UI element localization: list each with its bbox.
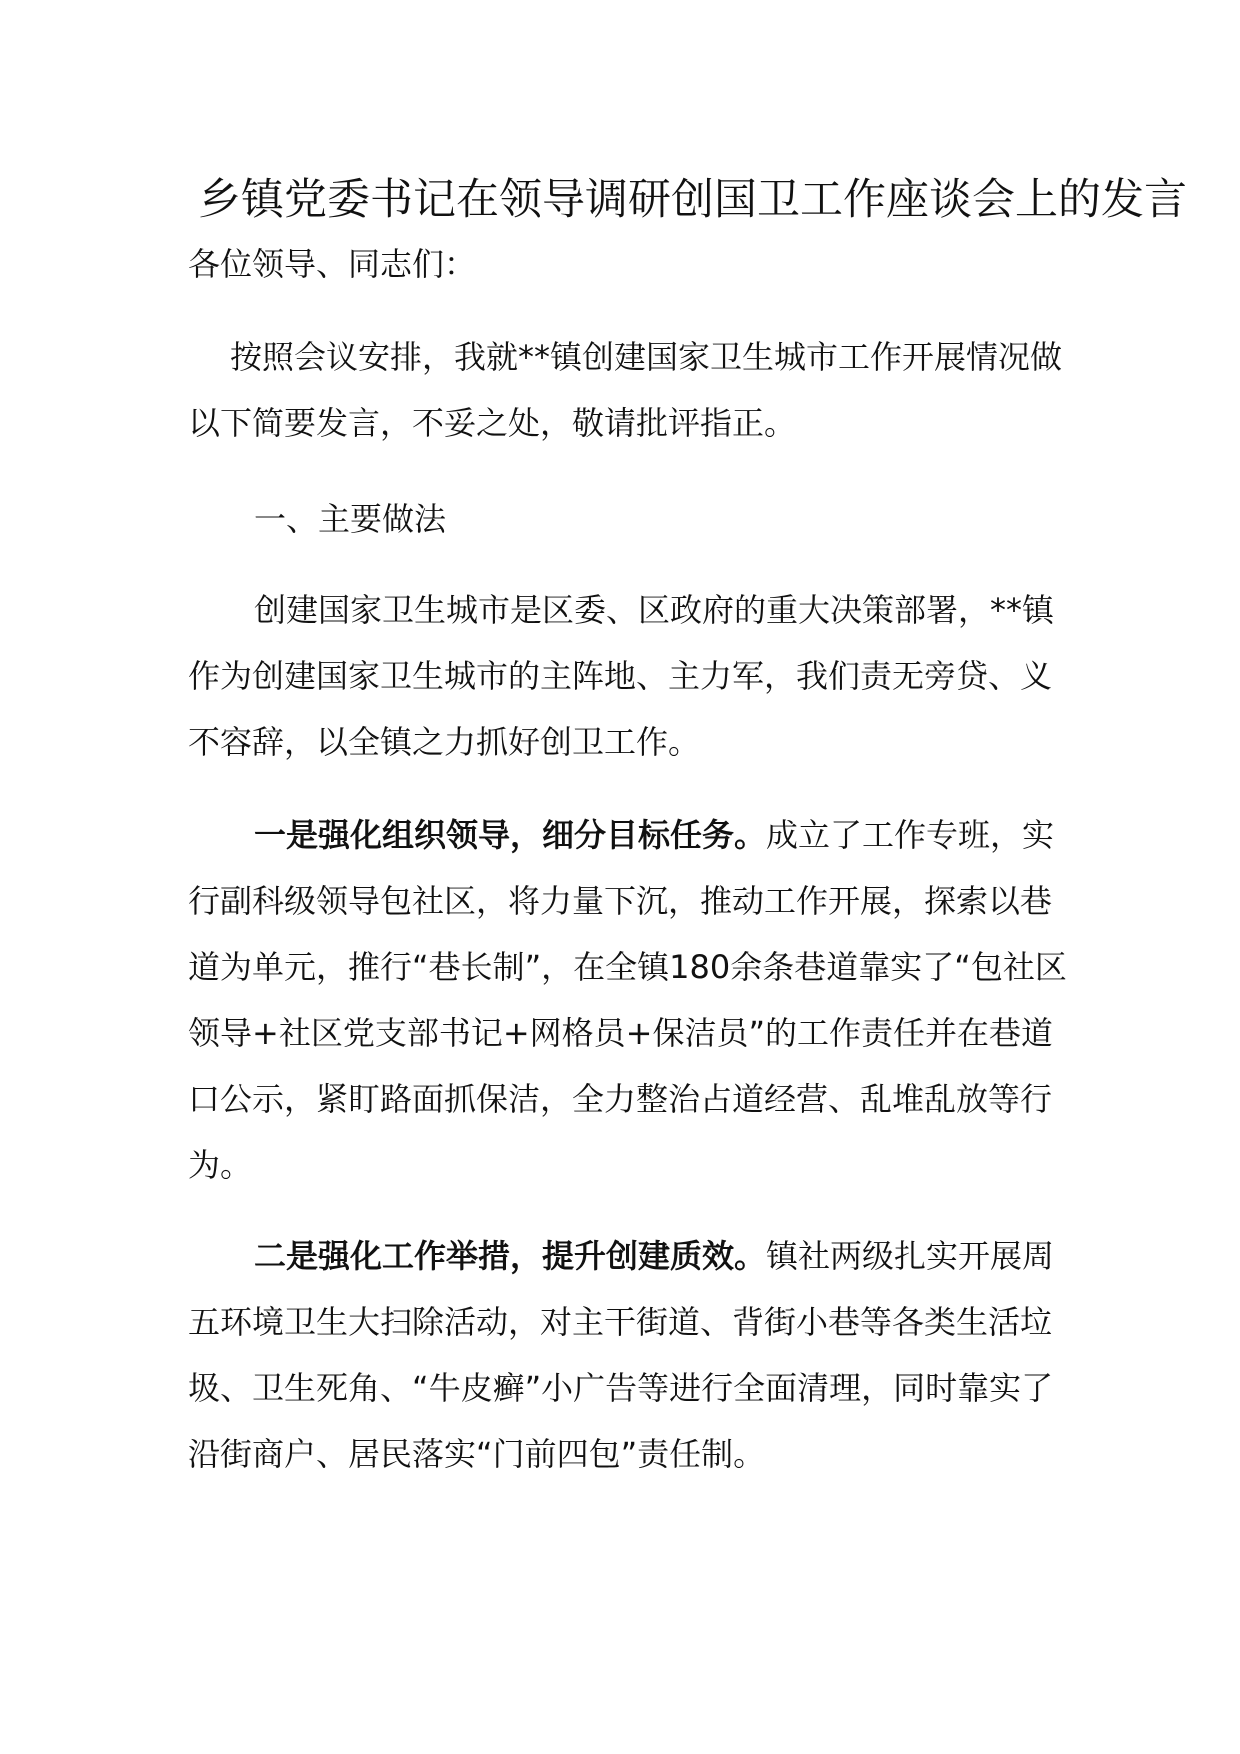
paragraph-body: 镇社两级扎实开展周五环境卫生大扫除活动，对主干街道、背街小巷等各类生活垃圾、卫生死角、“牛皮癣”小广告等进行全面清理，同时靠实了沿街商户、居民落实“门前四包”责任制。 [188,1237,1055,1473]
paragraph-overview: 创建国家卫生城市是区委、区政府的重大决策部署，**镇作为创建国家卫生城市的主阵地、主力军，我们责无旁贷、义不容辞，以全镇之力抓好创卫工作。 [188,591,1055,761]
paragraph-measures [188,1223,1068,1487]
paragraph-lead: 一是强化组织领导，细分目标任务。 [254,816,767,854]
intro-paragraph: 按照会议安排，我就**镇创建国家卫生城市工作开展情况做以下简要发言，不妥之处，敬请批评指正。 [188,338,1063,442]
salutation: 各位领导、同志们： [188,245,477,283]
document-title: 乡镇党委书记在领导调研创国卫工作座谈会上的发言 [198,175,1187,225]
section-heading: 一、主要做法 [254,500,447,538]
paragraph-organization [188,802,1068,1198]
paragraph-lead: 二是强化工作举措，提升创建质效。 [254,1237,767,1275]
paragraph-body: 成立了工作专班，实行副科级领导包社区，将力量下沉，推动工作开展，探索以巷道为单元，推行“巷长制”，在全镇180余条巷道靠实了“包社区领导+社区党支部书记+网格员+保洁员”的工作责任并在巷道口公示，紧盯路面抓保洁，全力整治占道经营、乱堆乱放等行为。 [188,816,1067,1184]
